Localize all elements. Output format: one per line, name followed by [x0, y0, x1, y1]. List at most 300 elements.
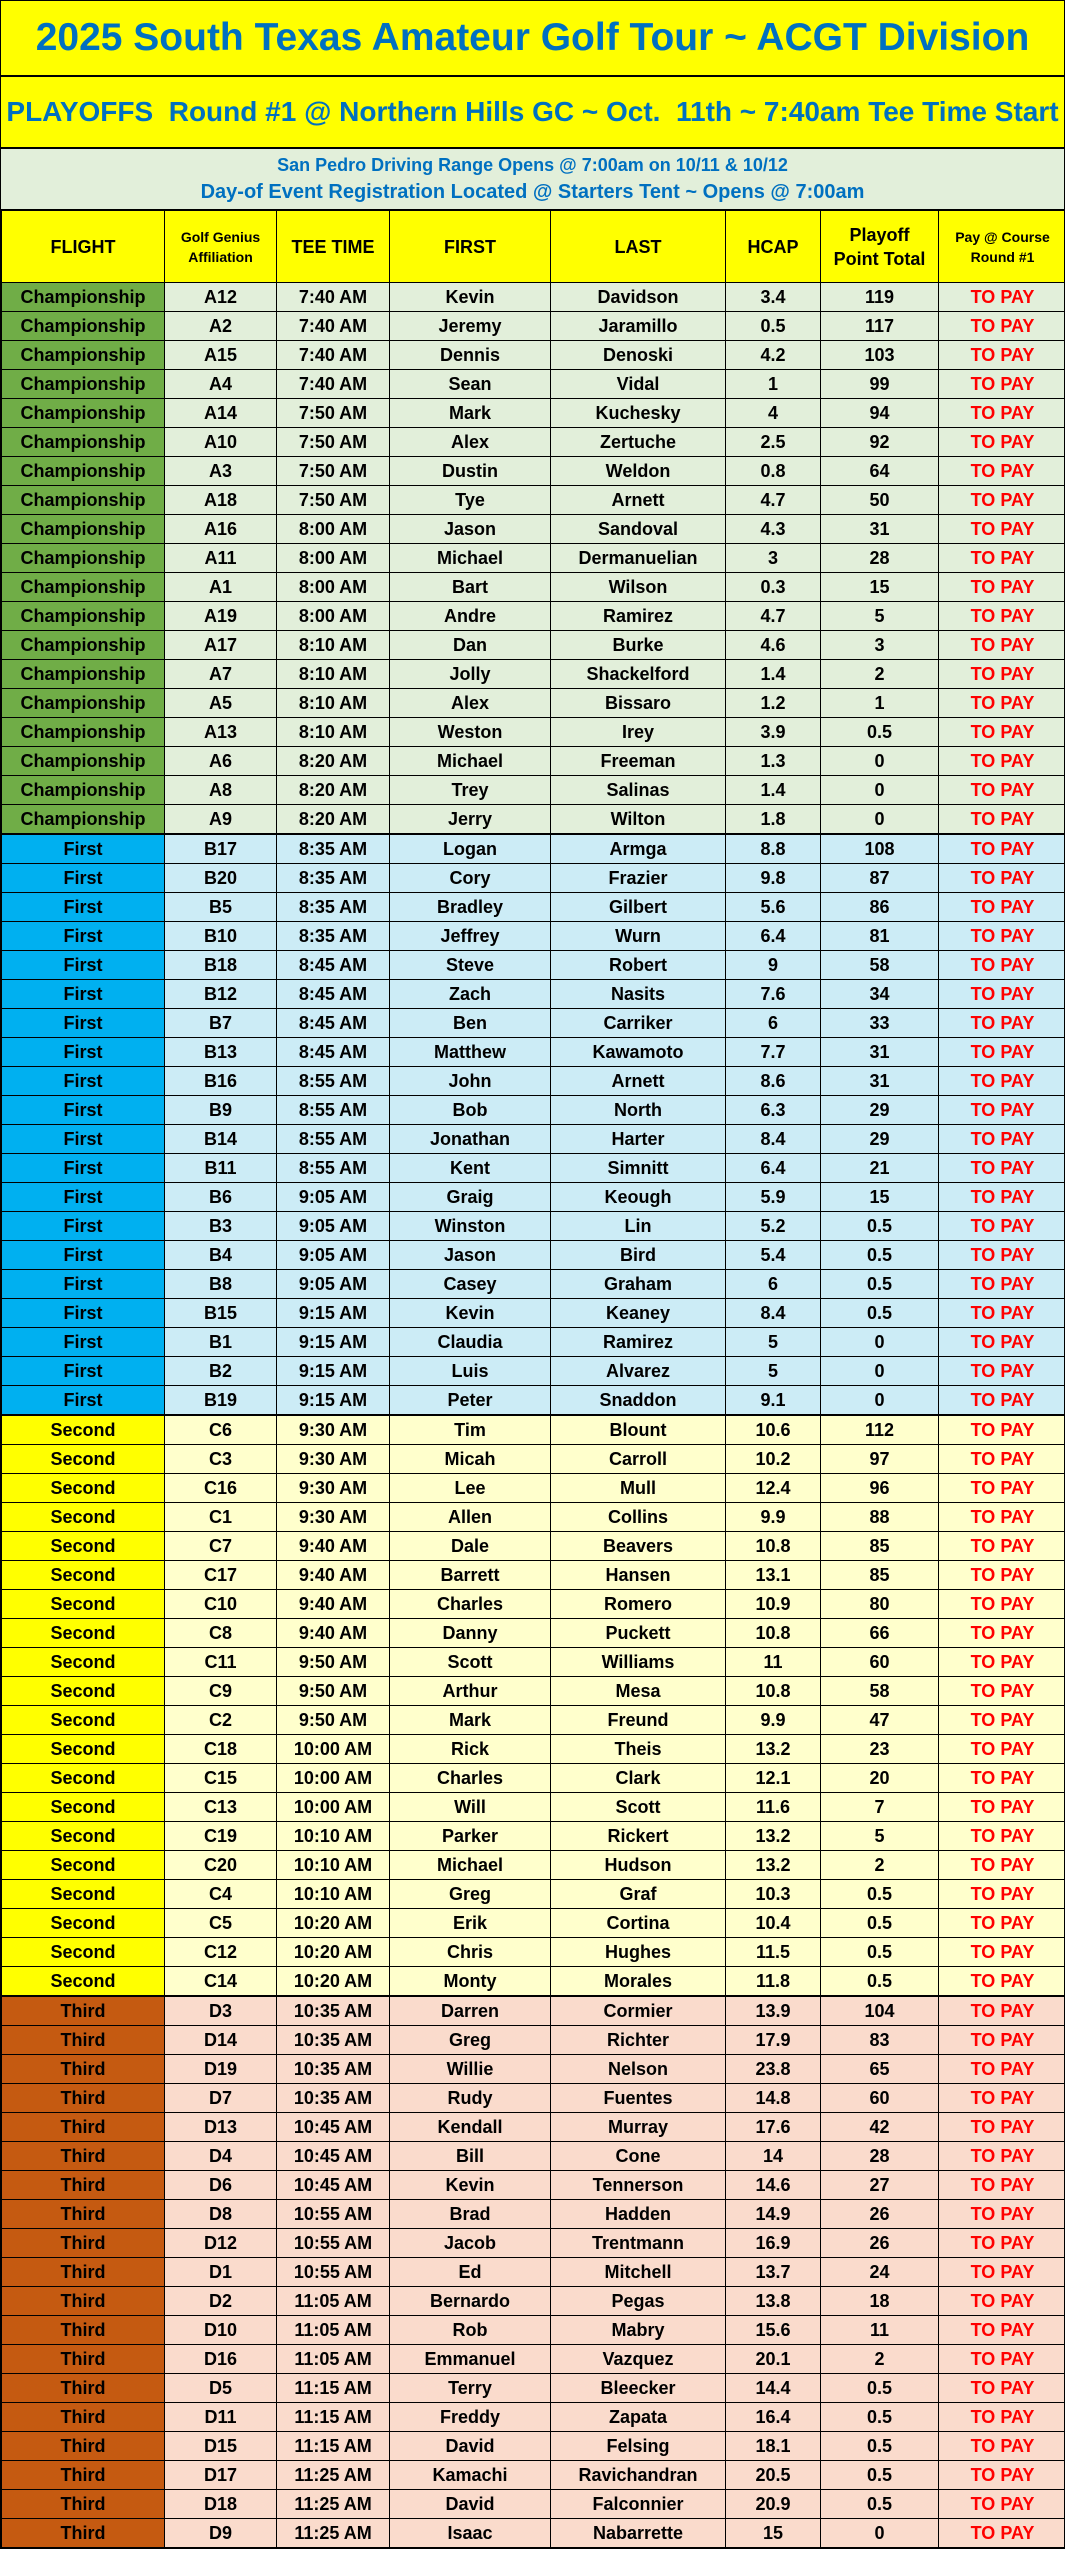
first-name-cell: Alex — [390, 689, 551, 718]
last-name-cell: Nabarrette — [551, 2519, 726, 2548]
hcap-cell: 18.1 — [726, 2432, 821, 2461]
table-row[interactable] — [2, 1561, 1066, 1590]
col-header-hcap[interactable]: HCAP — [726, 211, 821, 283]
first-name-cell: Michael — [390, 747, 551, 776]
flight-cell: Third — [2, 1996, 165, 2026]
affiliation-cell: C17 — [165, 1561, 277, 1590]
last-name-cell: Richter — [551, 2026, 726, 2055]
hcap-cell: 4.3 — [726, 515, 821, 544]
pay-status-cell: TO PAY — [939, 1938, 1066, 1967]
first-name-cell: David — [390, 2432, 551, 2461]
points-cell: 92 — [821, 428, 939, 457]
first-name-cell: Mark — [390, 1706, 551, 1735]
tee-time-cell: 10:35 AM — [277, 2026, 390, 2055]
points-cell: 88 — [821, 1503, 939, 1532]
table-row[interactable] — [2, 2055, 1066, 2084]
points-cell: 33 — [821, 1009, 939, 1038]
pay-status-cell: TO PAY — [939, 805, 1066, 835]
flight-cell: First — [2, 864, 165, 893]
flight-cell: First — [2, 980, 165, 1009]
table-row[interactable] — [2, 2519, 1066, 2548]
col-header-points-line1: Playoff — [849, 224, 910, 245]
table-row[interactable] — [2, 776, 1066, 805]
table-row[interactable] — [2, 1154, 1066, 1183]
flight-cell: Second — [2, 1822, 165, 1851]
flight-cell: Championship — [2, 544, 165, 573]
flight-cell: Second — [2, 1909, 165, 1938]
tee-time-cell: 8:20 AM — [277, 776, 390, 805]
table-row[interactable] — [2, 283, 1066, 312]
points-cell: 23 — [821, 1735, 939, 1764]
table-row[interactable] — [2, 2084, 1066, 2113]
hcap-cell: 3.9 — [726, 718, 821, 747]
col-header-last[interactable]: LAST — [551, 211, 726, 283]
hcap-cell: 0.3 — [726, 573, 821, 602]
points-cell: 119 — [821, 283, 939, 312]
points-cell: 94 — [821, 399, 939, 428]
col-header-affiliation-line2: Affiliation — [188, 248, 253, 265]
points-cell: 58 — [821, 1677, 939, 1706]
table-row[interactable] — [2, 1328, 1066, 1357]
table-row[interactable] — [2, 951, 1066, 980]
tee-time-cell: 8:00 AM — [277, 573, 390, 602]
table-row[interactable] — [2, 1415, 1066, 1445]
affiliation-cell: B19 — [165, 1386, 277, 1416]
flight-cell: Second — [2, 1706, 165, 1735]
first-name-cell: Weston — [390, 718, 551, 747]
affiliation-cell: D9 — [165, 2519, 277, 2548]
last-name-cell: Ramirez — [551, 602, 726, 631]
hcap-cell: 8.4 — [726, 1125, 821, 1154]
hcap-cell: 8.6 — [726, 1067, 821, 1096]
hcap-cell: 8.4 — [726, 1299, 821, 1328]
points-cell: 28 — [821, 544, 939, 573]
affiliation-cell: D8 — [165, 2200, 277, 2229]
col-header-points[interactable] — [821, 211, 939, 283]
first-name-cell: Jason — [390, 1241, 551, 1270]
pay-status-cell: TO PAY — [939, 544, 1066, 573]
last-name-cell: Bleecker — [551, 2374, 726, 2403]
table-row[interactable] — [2, 1183, 1066, 1212]
table-row[interactable] — [2, 718, 1066, 747]
pay-status-cell: TO PAY — [939, 1154, 1066, 1183]
tee-time-cell: 10:00 AM — [277, 1735, 390, 1764]
pay-status-cell: TO PAY — [939, 1328, 1066, 1357]
table-row[interactable] — [2, 1822, 1066, 1851]
table-row[interactable] — [2, 1241, 1066, 1270]
pay-status-cell: TO PAY — [939, 486, 1066, 515]
affiliation-cell: C4 — [165, 1880, 277, 1909]
last-name-cell: Kawamoto — [551, 1038, 726, 1067]
last-name-cell: Romero — [551, 1590, 726, 1619]
table-row[interactable] — [2, 1967, 1066, 1997]
last-name-cell: Weldon — [551, 457, 726, 486]
table-row[interactable] — [2, 2432, 1066, 2461]
pay-status-cell: TO PAY — [939, 1503, 1066, 1532]
first-name-cell: Luis — [390, 1357, 551, 1386]
col-header-flight[interactable]: FLIGHT — [2, 211, 165, 283]
hcap-cell: 12.1 — [726, 1764, 821, 1793]
flight-cell: Championship — [2, 660, 165, 689]
flight-cell: Third — [2, 2171, 165, 2200]
affiliation-cell: A4 — [165, 370, 277, 399]
points-cell: 65 — [821, 2055, 939, 2084]
flight-cell: Championship — [2, 428, 165, 457]
tee-time-cell: 11:05 AM — [277, 2287, 390, 2316]
first-name-cell: Allen — [390, 1503, 551, 1532]
table-row[interactable] — [2, 805, 1066, 835]
tee-time-cell: 9:05 AM — [277, 1270, 390, 1299]
table-row[interactable] — [2, 2287, 1066, 2316]
last-name-cell: Salinas — [551, 776, 726, 805]
hcap-cell: 9.9 — [726, 1706, 821, 1735]
first-name-cell: Dustin — [390, 457, 551, 486]
first-name-cell: Darren — [390, 1996, 551, 2026]
points-cell: 31 — [821, 1067, 939, 1096]
affiliation-cell: B2 — [165, 1357, 277, 1386]
flight-cell: Championship — [2, 341, 165, 370]
pay-status-cell: TO PAY — [939, 1183, 1066, 1212]
affiliation-cell: D5 — [165, 2374, 277, 2403]
last-name-cell: Wurn — [551, 922, 726, 951]
first-name-cell: Jeffrey — [390, 922, 551, 951]
table-row[interactable] — [2, 1677, 1066, 1706]
pay-status-cell: TO PAY — [939, 1125, 1066, 1154]
table-row[interactable] — [2, 1445, 1066, 1474]
affiliation-cell: A14 — [165, 399, 277, 428]
tee-time-cell: 11:05 AM — [277, 2345, 390, 2374]
points-cell: 0.5 — [821, 1967, 939, 1997]
pay-status-cell: TO PAY — [939, 2026, 1066, 2055]
pay-status-cell: TO PAY — [939, 1038, 1066, 1067]
points-cell: 31 — [821, 1038, 939, 1067]
affiliation-cell: B13 — [165, 1038, 277, 1067]
points-cell: 58 — [821, 951, 939, 980]
tee-time-cell: 10:35 AM — [277, 2084, 390, 2113]
flight-cell: Second — [2, 1764, 165, 1793]
table-row[interactable] — [2, 2229, 1066, 2258]
table-row[interactable] — [2, 1386, 1066, 1416]
pay-status-cell: TO PAY — [939, 1967, 1066, 1997]
table-row[interactable] — [2, 631, 1066, 660]
affiliation-cell: A19 — [165, 602, 277, 631]
table-row[interactable] — [2, 864, 1066, 893]
hcap-cell: 10.6 — [726, 1415, 821, 1445]
first-name-cell: Ben — [390, 1009, 551, 1038]
affiliation-cell: A10 — [165, 428, 277, 457]
table-row[interactable] — [2, 2490, 1066, 2519]
pay-status-cell: TO PAY — [939, 2345, 1066, 2374]
last-name-cell: Ravichandran — [551, 2461, 726, 2490]
affiliation-cell: A2 — [165, 312, 277, 341]
tee-time-cell: 10:35 AM — [277, 2055, 390, 2084]
flight-cell: Third — [2, 2258, 165, 2287]
points-cell: 0.5 — [821, 1299, 939, 1328]
tee-time-cell: 9:50 AM — [277, 1677, 390, 1706]
table-row[interactable] — [2, 2200, 1066, 2229]
table-row[interactable] — [2, 1909, 1066, 1938]
points-cell: 5 — [821, 602, 939, 631]
affiliation-cell: B5 — [165, 893, 277, 922]
points-cell: 0 — [821, 1328, 939, 1357]
hcap-cell: 14.8 — [726, 2084, 821, 2113]
table-row[interactable] — [2, 980, 1066, 1009]
tee-time-cell: 9:40 AM — [277, 1590, 390, 1619]
pay-status-cell: TO PAY — [939, 2316, 1066, 2345]
table-row[interactable] — [2, 1880, 1066, 1909]
table-row[interactable] — [2, 1038, 1066, 1067]
first-name-cell: Rick — [390, 1735, 551, 1764]
points-cell: 97 — [821, 1445, 939, 1474]
table-row[interactable] — [2, 312, 1066, 341]
table-row[interactable] — [2, 370, 1066, 399]
table-row[interactable] — [2, 1648, 1066, 1677]
affiliation-cell: B17 — [165, 834, 277, 864]
tee-time-cell: 8:10 AM — [277, 689, 390, 718]
hcap-cell: 13.7 — [726, 2258, 821, 2287]
pay-status-cell: TO PAY — [939, 1677, 1066, 1706]
tee-time-cell: 10:55 AM — [277, 2258, 390, 2287]
table-body — [2, 283, 1066, 2548]
table-row[interactable] — [2, 1009, 1066, 1038]
affiliation-cell: C1 — [165, 1503, 277, 1532]
tee-time-cell: 10:20 AM — [277, 1938, 390, 1967]
pay-status-cell: TO PAY — [939, 1764, 1066, 1793]
tee-time-cell: 8:35 AM — [277, 893, 390, 922]
table-row[interactable] — [2, 544, 1066, 573]
last-name-cell: Robert — [551, 951, 726, 980]
affiliation-cell: D3 — [165, 1996, 277, 2026]
last-name-cell: Zertuche — [551, 428, 726, 457]
hcap-cell: 4.6 — [726, 631, 821, 660]
points-cell: 0.5 — [821, 2490, 939, 2519]
table-row[interactable] — [2, 457, 1066, 486]
flight-cell: First — [2, 1183, 165, 1212]
last-name-cell: Keaney — [551, 1299, 726, 1328]
table-row[interactable] — [2, 1067, 1066, 1096]
flight-cell: First — [2, 1386, 165, 1416]
points-cell: 60 — [821, 1648, 939, 1677]
table-row[interactable] — [2, 747, 1066, 776]
pay-status-cell: TO PAY — [939, 631, 1066, 660]
tee-time-cell: 10:45 AM — [277, 2113, 390, 2142]
table-row[interactable] — [2, 341, 1066, 370]
last-name-cell: Felsing — [551, 2432, 726, 2461]
table-row[interactable] — [2, 834, 1066, 864]
affiliation-cell: C11 — [165, 1648, 277, 1677]
hcap-cell: 4.7 — [726, 486, 821, 515]
tee-time-cell: 10:20 AM — [277, 1909, 390, 1938]
points-cell: 26 — [821, 2200, 939, 2229]
points-cell: 103 — [821, 341, 939, 370]
pay-status-cell: TO PAY — [939, 2084, 1066, 2113]
pay-status-cell: TO PAY — [939, 2519, 1066, 2548]
first-name-cell: Freddy — [390, 2403, 551, 2432]
points-cell: 83 — [821, 2026, 939, 2055]
points-cell: 0 — [821, 747, 939, 776]
table-row[interactable] — [2, 486, 1066, 515]
tee-time-cell: 9:40 AM — [277, 1619, 390, 1648]
points-cell: 28 — [821, 2142, 939, 2171]
last-name-cell: Nasits — [551, 980, 726, 1009]
table-row[interactable] — [2, 1590, 1066, 1619]
points-cell: 26 — [821, 2229, 939, 2258]
pay-status-cell: TO PAY — [939, 1880, 1066, 1909]
col-header-tee-time[interactable]: TEE TIME — [277, 211, 390, 283]
first-name-cell: Kendall — [390, 2113, 551, 2142]
table-row[interactable] — [2, 1735, 1066, 1764]
first-name-cell: Rudy — [390, 2084, 551, 2113]
table-row[interactable] — [2, 602, 1066, 631]
pay-status-cell: TO PAY — [939, 1590, 1066, 1619]
affiliation-cell: B14 — [165, 1125, 277, 1154]
hcap-cell: 20.5 — [726, 2461, 821, 2490]
table-row[interactable] — [2, 1096, 1066, 1125]
first-name-cell: Dennis — [390, 341, 551, 370]
hcap-cell: 17.9 — [726, 2026, 821, 2055]
affiliation-cell: C5 — [165, 1909, 277, 1938]
tee-time-cell: 8:00 AM — [277, 515, 390, 544]
hcap-cell: 9.8 — [726, 864, 821, 893]
table-row[interactable] — [2, 1706, 1066, 1735]
pay-status-cell: TO PAY — [939, 2171, 1066, 2200]
first-name-cell: Michael — [390, 1851, 551, 1880]
pay-status-cell: TO PAY — [939, 1212, 1066, 1241]
table-row[interactable] — [2, 1503, 1066, 1532]
table-row[interactable] — [2, 660, 1066, 689]
table-row[interactable] — [2, 1299, 1066, 1328]
tee-time-cell: 9:05 AM — [277, 1183, 390, 1212]
table-row[interactable] — [2, 1619, 1066, 1648]
points-cell: 1 — [821, 689, 939, 718]
tee-time-cell: 8:35 AM — [277, 864, 390, 893]
pay-status-cell: TO PAY — [939, 1619, 1066, 1648]
hcap-cell: 14.9 — [726, 2200, 821, 2229]
col-header-first[interactable]: FIRST — [390, 211, 551, 283]
first-name-cell: Bradley — [390, 893, 551, 922]
affiliation-cell: C8 — [165, 1619, 277, 1648]
tee-time-cell: 11:25 AM — [277, 2461, 390, 2490]
table-row[interactable] — [2, 573, 1066, 602]
last-name-cell: Scott — [551, 1793, 726, 1822]
flight-cell: Championship — [2, 631, 165, 660]
table-row[interactable] — [2, 1938, 1066, 1967]
flight-cell: Third — [2, 2084, 165, 2113]
hcap-cell: 10.8 — [726, 1619, 821, 1648]
table-row[interactable] — [2, 2113, 1066, 2142]
affiliation-cell: B20 — [165, 864, 277, 893]
hcap-cell: 10.8 — [726, 1677, 821, 1706]
table-row[interactable] — [2, 2142, 1066, 2171]
first-name-cell: Logan — [390, 834, 551, 864]
table-row[interactable] — [2, 2461, 1066, 2490]
table-row[interactable] — [2, 2345, 1066, 2374]
hcap-cell: 14 — [726, 2142, 821, 2171]
points-cell: 0.5 — [821, 2432, 939, 2461]
hcap-cell: 1.3 — [726, 747, 821, 776]
hcap-cell: 9.9 — [726, 1503, 821, 1532]
tee-time-cell: 7:50 AM — [277, 399, 390, 428]
tee-time-cell: 8:55 AM — [277, 1125, 390, 1154]
first-name-cell: Jacob — [390, 2229, 551, 2258]
pay-status-cell: TO PAY — [939, 1241, 1066, 1270]
hcap-cell: 13.1 — [726, 1561, 821, 1590]
table-row[interactable] — [2, 1474, 1066, 1503]
points-cell: 85 — [821, 1561, 939, 1590]
affiliation-cell: D13 — [165, 2113, 277, 2142]
flight-cell: Championship — [2, 312, 165, 341]
table-row[interactable] — [2, 2258, 1066, 2287]
table-row[interactable] — [2, 2374, 1066, 2403]
affiliation-cell: C18 — [165, 1735, 277, 1764]
table-row[interactable] — [2, 428, 1066, 457]
table-row[interactable] — [2, 515, 1066, 544]
first-name-cell: Emmanuel — [390, 2345, 551, 2374]
points-cell: 20 — [821, 1764, 939, 1793]
table-row[interactable] — [2, 1793, 1066, 1822]
hcap-cell: 6.3 — [726, 1096, 821, 1125]
table-row[interactable] — [2, 1996, 1066, 2026]
points-cell: 0.5 — [821, 718, 939, 747]
table-row[interactable] — [2, 1212, 1066, 1241]
hcap-cell: 1 — [726, 370, 821, 399]
table-row[interactable] — [2, 2316, 1066, 2345]
table-row[interactable] — [2, 2171, 1066, 2200]
points-cell: 29 — [821, 1125, 939, 1154]
tee-time-cell: 9:15 AM — [277, 1357, 390, 1386]
last-name-cell: Trentmann — [551, 2229, 726, 2258]
hcap-cell: 8.8 — [726, 834, 821, 864]
flight-cell: Championship — [2, 399, 165, 428]
col-header-pay[interactable] — [939, 211, 1066, 283]
pay-status-cell: TO PAY — [939, 2113, 1066, 2142]
table-row[interactable] — [2, 1125, 1066, 1154]
pay-status-cell: TO PAY — [939, 980, 1066, 1009]
first-name-cell: Micah — [390, 1445, 551, 1474]
table-row[interactable] — [2, 893, 1066, 922]
col-header-points-line2: Point Total — [833, 248, 926, 269]
tee-time-cell: 9:50 AM — [277, 1648, 390, 1677]
table-row[interactable] — [2, 1532, 1066, 1561]
table-row[interactable] — [2, 1270, 1066, 1299]
first-name-cell: Kamachi — [390, 2461, 551, 2490]
col-header-affiliation[interactable] — [165, 211, 277, 283]
pay-status-cell: TO PAY — [939, 893, 1066, 922]
hcap-cell: 7.7 — [726, 1038, 821, 1067]
first-name-cell: Rob — [390, 2316, 551, 2345]
table-row[interactable] — [2, 1357, 1066, 1386]
affiliation-cell: A17 — [165, 631, 277, 660]
table-row[interactable] — [2, 922, 1066, 951]
table-row[interactable] — [2, 689, 1066, 718]
first-name-cell: Jason — [390, 515, 551, 544]
table-row[interactable] — [2, 399, 1066, 428]
table-row[interactable] — [2, 1764, 1066, 1793]
affiliation-cell: A13 — [165, 718, 277, 747]
tee-time-cell: 11:05 AM — [277, 2316, 390, 2345]
table-row[interactable] — [2, 1851, 1066, 1880]
flight-cell: Second — [2, 1415, 165, 1445]
pay-status-cell: TO PAY — [939, 1270, 1066, 1299]
points-cell: 0.5 — [821, 1212, 939, 1241]
points-cell: 27 — [821, 2171, 939, 2200]
affiliation-cell: B7 — [165, 1009, 277, 1038]
table-row[interactable] — [2, 2403, 1066, 2432]
last-name-cell: Cone — [551, 2142, 726, 2171]
table-row[interactable] — [2, 2026, 1066, 2055]
pay-status-cell: TO PAY — [939, 2258, 1066, 2287]
affiliation-cell: D6 — [165, 2171, 277, 2200]
